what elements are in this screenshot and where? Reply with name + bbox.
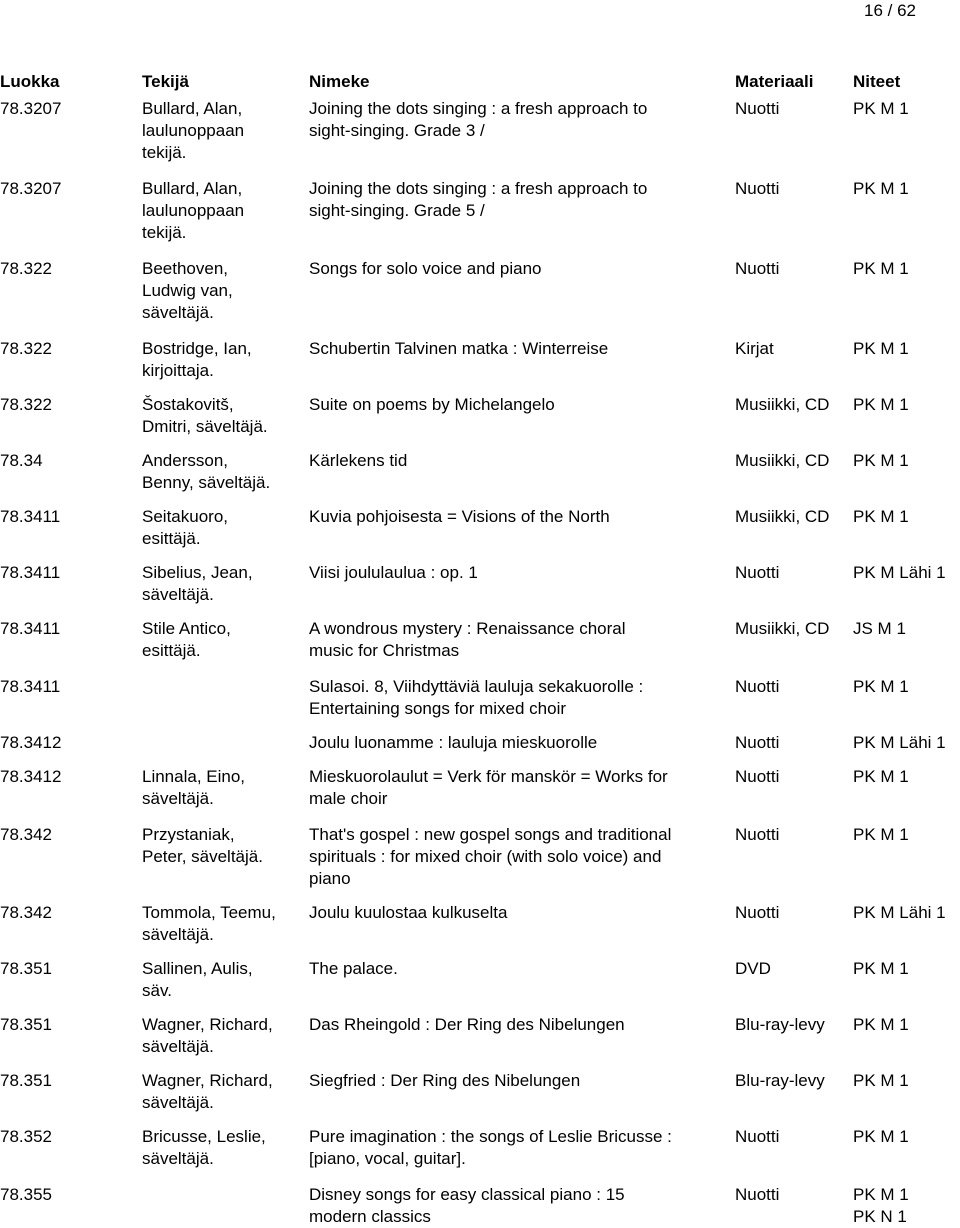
cell-location-line: PK M 1 [853,825,909,844]
cell-location [853,766,960,788]
cell-title-line: Songs for solo voice and piano [309,259,542,278]
cell-material: Blu-ray-levy [735,1071,825,1090]
cell-title [309,98,729,142]
cell-author-line: Bricusse, Leslie, [142,1127,266,1146]
cell-title [309,562,729,584]
cell-author [142,618,302,662]
cell-title-line: [piano, vocal, guitar]. [309,1149,466,1168]
cell-location-line: PK N 1 [853,1207,907,1226]
cell-title-line: Suite on poems by Michelangelo [309,395,555,414]
cell-material: Nuotti [735,1127,780,1146]
cell-author [142,562,302,606]
cell-title-line: Siegfried : Der Ring des Nibelungen [309,1071,581,1090]
page-number: 16 / 62 [864,1,916,20]
cell-class: 78.3207 [0,179,62,198]
cell-location [853,1126,960,1148]
cell-location-line: PK M Lähi 1 [853,563,946,582]
cell-title-line: Disney songs for easy classical piano : 15 [309,1185,625,1204]
cell-title-line: Pure imagination : the songs of Leslie Bricusse : [309,1127,672,1146]
cell-material: Nuotti [735,733,780,752]
cell-author [142,338,302,382]
cell-location-line: PK M Lähi 1 [853,733,946,752]
cell-location-line: PK M 1 [853,451,909,470]
cell-class: 78.3412 [0,767,62,786]
cell-location-line: PK M 1 [853,99,909,118]
cell-title-line: male choir [309,789,388,808]
cell-location-line: PK M 1 [853,1185,909,1204]
cell-author [142,506,302,550]
cell-title [309,506,729,528]
cell-class: 78.352 [0,1127,52,1146]
cell-title [309,1126,729,1170]
cell-class: 78.3207 [0,99,62,118]
cell-material: Blu-ray-levy [735,1015,825,1034]
cell-class: 78.342 [0,825,52,844]
cell-title-line: The palace. [309,959,398,978]
cell-location [853,732,960,754]
cell-author-line: Seitakuoro, [142,507,228,526]
cell-author-line: säveltäjä. [142,585,214,604]
cell-title-line: Mieskuorolaulut = Verk för manskör = Works for [309,767,668,786]
cell-class: 78.351 [0,959,52,978]
cell-location [853,618,960,640]
cell-author-line: säveltäjä. [142,789,214,808]
cell-title-line: Joulu kuulostaa kulkuselta [309,903,508,922]
cell-author-line: Dmitri, säveltäjä. [142,417,268,436]
cell-title-line: Das Rheingold : Der Ring des Nibelungen [309,1015,625,1034]
cell-title-line: A wondrous mystery : Renaissance choral [309,619,626,638]
cell-material: Musiikki, CD [735,451,830,470]
cell-class: 78.322 [0,395,52,414]
cell-author-line: säveltäjä. [142,303,214,322]
cell-author [142,178,302,244]
cell-title-line: Viisi joululaulua : op. 1 [309,563,478,582]
cell-author-line: esittäjä. [142,529,201,548]
cell-author-line: Linnala, Eino, [142,767,246,786]
cell-material: Musiikki, CD [735,619,830,638]
cell-author-line: Przystaniak, [142,825,235,844]
header-class: Luokka [0,72,60,91]
cell-author-line: Andersson, [142,451,228,470]
cell-title-line: sight-singing. Grade 3 / [309,121,485,140]
cell-author-line: Bostridge, Ian, [142,339,252,358]
cell-author-line: säv. [142,981,172,1000]
cell-title-line: Sulasoi. 8, Viihdyttäviä lauluja sekakuorolle : [309,677,644,696]
cell-author [142,450,302,494]
cell-title [309,732,729,754]
cell-author-line: tekijä. [142,223,187,242]
cell-material: Kirjat [735,339,774,358]
cell-location [853,1014,960,1036]
cell-location [853,562,960,584]
cell-author-line: Wagner, Richard, [142,1015,273,1034]
cell-author-line: Šostakovitš, [142,395,234,414]
cell-location-line: PK M 1 [853,767,909,786]
cell-author [142,958,302,1002]
cell-title [309,1070,729,1092]
cell-location-line: PK M 1 [853,1071,909,1090]
cell-author-line: säveltäjä. [142,925,214,944]
cell-author-line: Benny, säveltäjä. [142,473,271,492]
cell-author-line: kirjoittaja. [142,361,214,380]
cell-class: 78.3411 [0,563,61,582]
cell-location-line: PK M 1 [853,507,909,526]
cell-author-line: Bullard, Alan, [142,99,243,118]
cell-title [309,178,729,222]
cell-material: Nuotti [735,903,780,922]
cell-material: Nuotti [735,563,780,582]
cell-author-line: Peter, säveltäjä. [142,847,263,866]
cell-author [142,824,302,868]
cell-author-line: esittäjä. [142,641,201,660]
cell-author-line: Beethoven, [142,259,229,278]
cell-title-line: That's gospel : new gospel songs and traditional [309,825,672,844]
cell-title [309,766,729,810]
cell-location-line: PK M 1 [853,1015,909,1034]
header-material: Materiaali [735,72,814,91]
cell-material: Nuotti [735,179,780,198]
cell-author-line: säveltäjä. [142,1093,214,1112]
cell-location [853,902,960,924]
cell-material: Nuotti [735,259,780,278]
cell-location [853,1070,960,1092]
cell-location [853,338,960,360]
cell-location-line: PK M 1 [853,1127,909,1146]
cell-author [142,902,302,946]
cell-author [142,1126,302,1170]
cell-author-line: Sallinen, Aulis, [142,959,253,978]
cell-title-line: Joining the dots singing : a fresh approach to [309,179,648,198]
cell-title [309,258,729,280]
cell-author-line: Bullard, Alan, [142,179,243,198]
cell-title [309,824,729,890]
cell-location [853,506,960,528]
cell-location [853,450,960,472]
cell-material: DVD [735,959,771,978]
cell-title-line: sight-singing. Grade 5 / [309,201,485,220]
cell-title-line: piano [309,869,351,888]
cell-class: 78.355 [0,1185,52,1204]
cell-location [853,98,960,120]
cell-title-line: Joining the dots singing : a fresh approach to [309,99,648,118]
header-title: Nimeke [309,72,370,91]
cell-author-line: laulunoppaan [142,201,245,220]
cell-title-line: Kuvia pohjoisesta = Visions of the North [309,507,610,526]
cell-author-line: Wagner, Richard, [142,1071,273,1090]
cell-title-line: spirituals : for mixed choir (with solo voice) and [309,847,662,866]
cell-title [309,1184,729,1228]
cell-author [142,258,302,324]
cell-author-line: säveltäjä. [142,1149,214,1168]
cell-author-line: Sibelius, Jean, [142,563,253,582]
cell-class: 78.322 [0,259,52,278]
table-header [0,71,960,93]
cell-material: Nuotti [735,1185,780,1204]
cell-material: Musiikki, CD [735,507,830,526]
cell-title [309,902,729,924]
cell-author [142,1014,302,1058]
cell-title [309,1014,729,1036]
cell-class: 78.3411 [0,619,61,638]
cell-title-line: Kärlekens tid [309,451,408,470]
cell-author-line: Ludwig van, [142,281,233,300]
cell-class: 78.34 [0,451,43,470]
cell-location-line: PK M 1 [853,339,909,358]
cell-class: 78.351 [0,1015,52,1034]
cell-location-line: PK M 1 [853,259,909,278]
cell-location [853,178,960,200]
cell-title [309,450,729,472]
cell-title [309,394,729,416]
cell-title-line: music for Christmas [309,641,460,660]
cell-author-line: Stile Antico, [142,619,231,638]
cell-author [142,1070,302,1114]
header-author: Tekijä [142,72,189,91]
cell-author [142,766,302,810]
cell-location [853,1184,960,1228]
cell-class: 78.351 [0,1071,52,1090]
cell-location [853,824,960,846]
cell-location-line: PK M 1 [853,959,909,978]
cell-title [309,958,729,980]
cell-class: 78.322 [0,339,52,358]
cell-class: 78.342 [0,903,52,922]
cell-material: Musiikki, CD [735,395,830,414]
cell-location [853,676,960,698]
cell-title [309,618,729,662]
cell-title [309,676,729,720]
cell-location [853,394,960,416]
cell-title [309,338,729,360]
cell-material: Nuotti [735,677,780,696]
cell-author [142,98,302,164]
cell-title-line: Schubertin Talvinen matka : Winterreise [309,339,609,358]
cell-author [142,394,302,438]
cell-class: 78.3411 [0,507,61,526]
cell-material: Nuotti [735,825,780,844]
cell-location-line: JS M 1 [853,619,906,638]
cell-location [853,958,960,980]
cell-author-line: tekijä. [142,143,187,162]
header-location: Niteet [853,72,901,91]
cell-author-line: Tommola, Teemu, [142,903,276,922]
cell-class: 78.3412 [0,733,62,752]
cell-material: Nuotti [735,99,780,118]
cell-location-line: PK M 1 [853,677,909,696]
cell-location-line: PK M 1 [853,179,909,198]
cell-title-line: modern classics [309,1207,431,1226]
cell-location-line: PK M 1 [853,395,909,414]
cell-location-line: PK M Lähi 1 [853,903,946,922]
cell-author-line: säveltäjä. [142,1037,214,1056]
cell-material: Nuotti [735,767,780,786]
cell-author-line: laulunoppaan [142,121,245,140]
cell-location [853,258,960,280]
cell-title-line: Entertaining songs for mixed choir [309,699,567,718]
cell-class: 78.3411 [0,677,61,696]
cell-title-line: Joulu luonamme : lauluja mieskuorolle [309,733,598,752]
